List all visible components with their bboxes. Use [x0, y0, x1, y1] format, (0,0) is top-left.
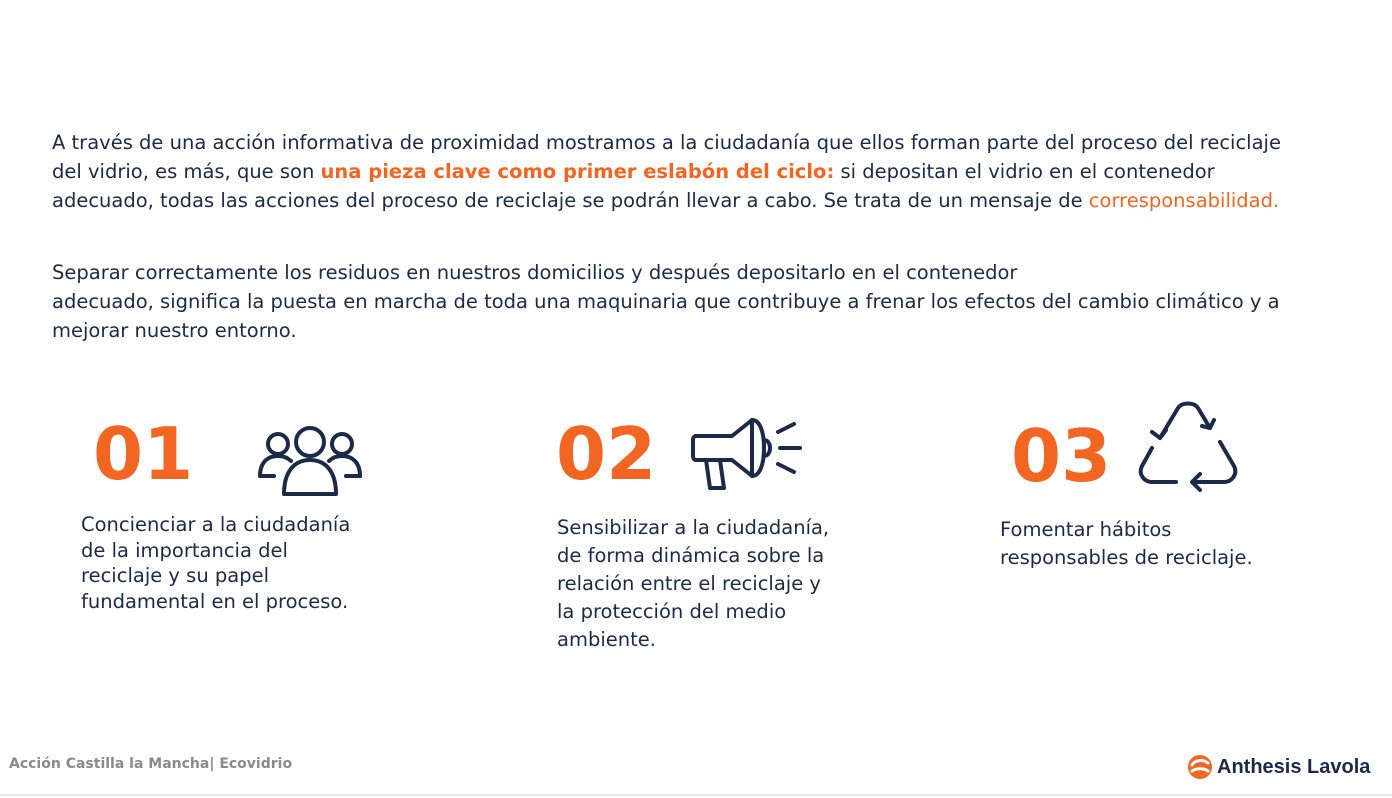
- feature-2-line-5: ambiente.: [557, 628, 656, 651]
- intro-text-1: A través de una acción informativa de proximidad mostramos a la ciudadanía que ellos forman parte del proceso del reciclaje del vidrio, es más, que son: [52, 131, 1281, 183]
- feature-1-line-1: Concienciar a la ciudadanía: [81, 513, 351, 536]
- brand-name: Anthesis Lavola: [1217, 755, 1371, 778]
- intro-text-2: si depositan el vidrio en el contenedor adecuado, todas las acciones del proceso de reciclaje se podrán llevar a cabo. Se trata de un mensaje de: [52, 160, 1215, 212]
- feature-2-line-4: la protección del medio: [557, 600, 787, 623]
- footer-caption: Acción Castilla la Mancha| Ecovidrio: [9, 756, 293, 772]
- feature-1-line-2: de la importancia del: [81, 538, 288, 562]
- intro-p2-line-2: adecuado, significa la puesta en marcha de toda una maquinaria que contribuye a frenar los efectos del cambio climático y a mejorar nuestro entorno.: [52, 290, 1280, 342]
- feature-2-line-1: Sensibilizar a la ciudadanía,: [557, 516, 830, 539]
- feature-1-line-4: fundamental en el proceso.: [81, 589, 349, 613]
- feature-number-3: 03: [1011, 414, 1112, 498]
- intro-highlight-coresponsibility: corresponsabilidad.: [1088, 189, 1280, 212]
- intro-highlight-key-piece: una pieza clave como primer eslabón del ciclo:: [320, 160, 835, 183]
- feature-text-3: [1000, 516, 1320, 572]
- feature-text-1: [81, 512, 411, 614]
- feature-3-line-2: responsables de reciclaje.: [1000, 546, 1253, 569]
- bottom-divider: [0, 794, 1392, 796]
- feature-number-1: 01: [93, 412, 194, 496]
- anthesis-logo-icon: [1187, 754, 1213, 780]
- feature-text-2: [557, 514, 887, 654]
- feature-1-line-3: reciclaje y su papel: [81, 564, 270, 587]
- feature-3-line-1: Fomentar hábitos: [1000, 518, 1172, 541]
- intro-paragraph-1: [52, 128, 1302, 215]
- feature-2-line-3: relación entre el reciclaje y: [557, 572, 821, 595]
- feature-number-2: 02: [556, 412, 657, 496]
- brand-logo: [1187, 753, 1370, 781]
- megaphone-icon: [690, 410, 804, 494]
- feature-2-line-2: de forma dinámica sobre la: [557, 544, 825, 567]
- recycle-icon: [1138, 398, 1240, 496]
- intro-p2-line-1: Separar correctamente los residuos en nuestros domicilios y después depositarlo en el contenedor: [52, 261, 1018, 284]
- intro-paragraph-2: [52, 258, 1302, 345]
- people-group-icon: [256, 424, 364, 498]
